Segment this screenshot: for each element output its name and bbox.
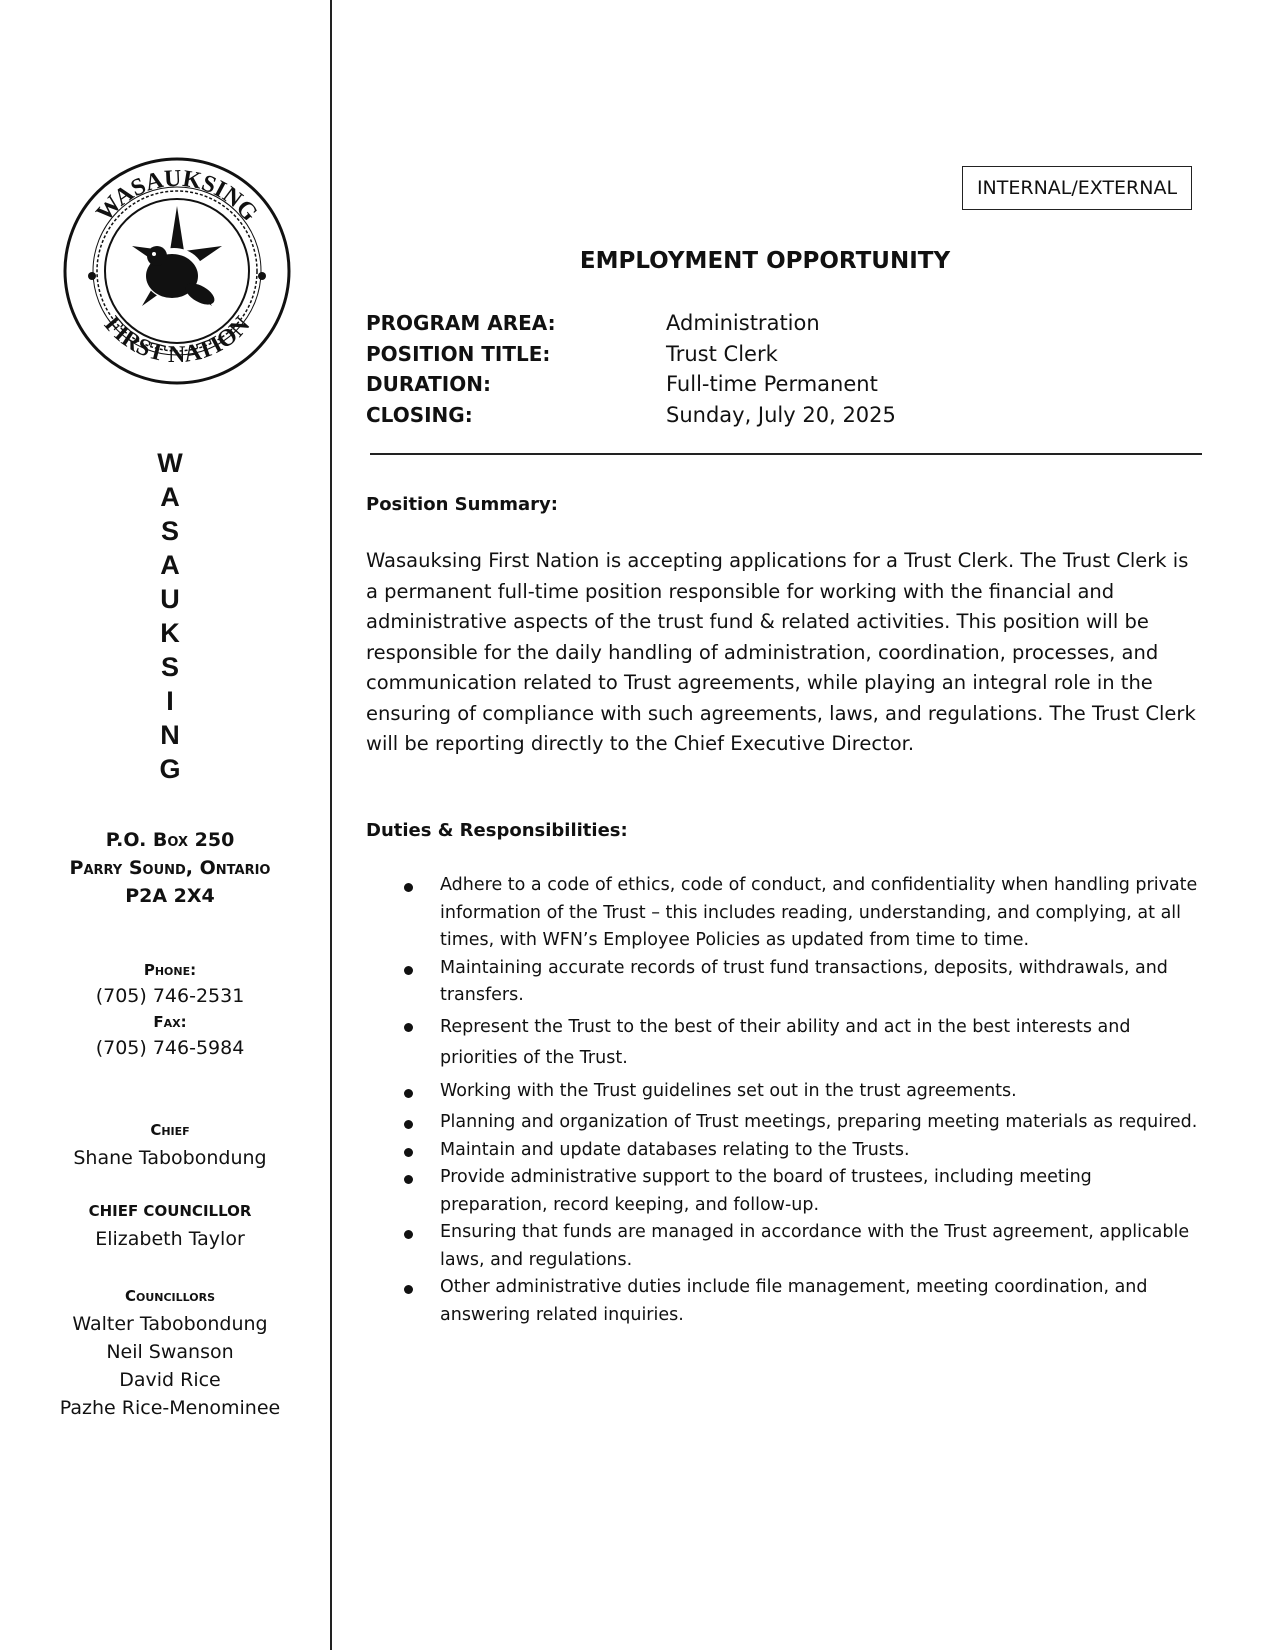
councillor-name: Walter Tabobondung	[72, 1313, 268, 1335]
info-row	[366, 369, 1166, 400]
chief-name: Shane Tabobondung	[73, 1147, 267, 1169]
info-label: POSITION TITLE:	[366, 341, 551, 366]
list-item	[400, 1219, 1200, 1274]
page-title: EMPLOYMENT OPPORTUNITY	[579, 248, 951, 274]
list-item	[400, 1274, 1200, 1329]
bullet-icon	[404, 1230, 413, 1239]
vertical-letter: K	[160, 618, 180, 648]
position-summary-text: Wasauksing First Nation is accepting applications for a Trust Clerk. The Trust Clerk is a permanent full-time position responsible for working with the financial and administrative aspects of the trust fund & related activities. This position will be responsible for the daily handling of administration, coordination, processes, and communication related to Trust agreements, while playing an integral role in the ensuring of compliance with such agreements, laws, and regulations. The Trust Clerk will be reporting directly to the Chief Executive Director.	[366, 549, 1196, 755]
info-row	[366, 400, 1166, 431]
bullet-icon	[404, 1175, 413, 1184]
duty-text: Maintain and update databases relating to the Trusts.	[440, 1139, 910, 1160]
councillor-name: Pazhe Rice-Menominee	[59, 1397, 281, 1419]
list-item	[400, 1109, 1200, 1137]
bullet-icon	[404, 883, 413, 892]
contact-info	[40, 957, 300, 1061]
position-info-table	[366, 308, 1166, 430]
list-item	[400, 1078, 1200, 1106]
svg-text:WASAUKSING: WASAUKSING	[91, 165, 263, 227]
beaver-seal-icon	[62, 156, 292, 386]
vertical-letter: G	[159, 754, 181, 784]
councillors-label: Councillors	[124, 1287, 216, 1305]
info-label: PROGRAM AREA:	[366, 311, 556, 335]
chief-councillor-name: Elizabeth Taylor	[95, 1228, 245, 1250]
list-item	[400, 872, 1200, 955]
info-value: Administration	[666, 311, 820, 335]
list-item	[400, 955, 1200, 1010]
svg-text:FIRST NATION: FIRST NATION	[98, 311, 256, 369]
wasauksing-logo	[62, 156, 292, 386]
duty-text: Working with the Trust guidelines set out in the trust agreements.	[440, 1080, 1017, 1101]
vertical-letter: I	[166, 686, 174, 716]
chief-councillor-label: CHIEF COUNCILLOR	[88, 1202, 252, 1220]
address-postal-code: P2A 2X4	[125, 885, 215, 907]
bullet-icon	[404, 1089, 413, 1098]
duty-text: Represent the Trust to the best of their ability and act in the best interests and priorities of the Trust.	[440, 1016, 1131, 1068]
duty-text: Planning and organization of Trust meetings, preparing meeting materials as required.	[440, 1112, 1198, 1132]
vertical-letter: N	[160, 720, 180, 750]
posting-type-badge: INTERNAL/EXTERNAL	[962, 166, 1192, 210]
duty-text: Provide administrative support to the board of trustees, including meeting preparation, record keeping, and follow-up.	[440, 1167, 1092, 1215]
bullet-icon	[404, 966, 413, 975]
vertical-letter: W	[157, 448, 183, 478]
vertical-letter: A	[160, 550, 180, 580]
info-value: Full-time Permanent	[666, 372, 878, 396]
position-summary-heading: Position Summary:	[366, 494, 558, 515]
councillor-name: Neil Swanson	[106, 1341, 234, 1363]
chief-councillor-block	[40, 1197, 300, 1253]
duties-list	[400, 872, 1200, 1329]
bullet-icon	[404, 1148, 413, 1157]
duty-text: Other administrative duties include file management, meeting coordination, and answering related inquiries.	[440, 1277, 1148, 1325]
list-item	[400, 1164, 1200, 1219]
duty-text: Maintaining accurate records of trust fund transactions, deposits, withdrawals, and transfers.	[440, 957, 1168, 1005]
mailing-address	[40, 826, 300, 910]
phone-number: (705) 746-2531	[95, 985, 245, 1007]
vertical-nation-name	[140, 446, 200, 786]
address-line: Parry Sound, Ontario	[69, 857, 271, 879]
vertical-letter: A	[160, 482, 180, 512]
bullet-icon	[404, 1285, 413, 1294]
councillor-name: David Rice	[119, 1369, 221, 1391]
info-row	[366, 308, 1166, 339]
phone-label: Phone:	[143, 961, 197, 979]
councillors-block	[40, 1282, 300, 1422]
chief-label: Chief	[150, 1121, 190, 1139]
vertical-letter: S	[160, 516, 179, 546]
duty-text: Adhere to a code of ethics, code of conduct, and confidentiality when handling private information of the Trust – this includes reading, understanding, and complying, at all times, with WFN’s Employee Policies as updated from time to time.	[440, 875, 1198, 950]
address-line: P.O. Box 250	[105, 829, 235, 851]
duty-text: Ensuring that funds are managed in accordance with the Trust agreement, applicable laws, and regulations.	[440, 1222, 1190, 1270]
column-divider	[330, 0, 332, 1650]
bullet-icon	[404, 1023, 413, 1032]
fax-number: (705) 746-5984	[95, 1037, 245, 1059]
info-label: CLOSING:	[366, 402, 473, 427]
vertical-letter: S	[160, 652, 179, 682]
fax-label: Fax:	[153, 1013, 187, 1031]
duties-heading: Duties & Responsibilities:	[366, 820, 628, 841]
chief-block	[40, 1116, 300, 1172]
list-item	[400, 1012, 1200, 1074]
bullet-icon	[404, 1120, 413, 1129]
vertical-letter: U	[160, 584, 180, 614]
info-value: Sunday, July 20, 2025	[666, 402, 896, 427]
info-value: Trust Clerk	[666, 341, 778, 366]
info-label: DURATION:	[366, 372, 491, 396]
list-item	[400, 1137, 1200, 1165]
info-row	[366, 339, 1166, 370]
horizontal-rule	[370, 453, 1202, 455]
